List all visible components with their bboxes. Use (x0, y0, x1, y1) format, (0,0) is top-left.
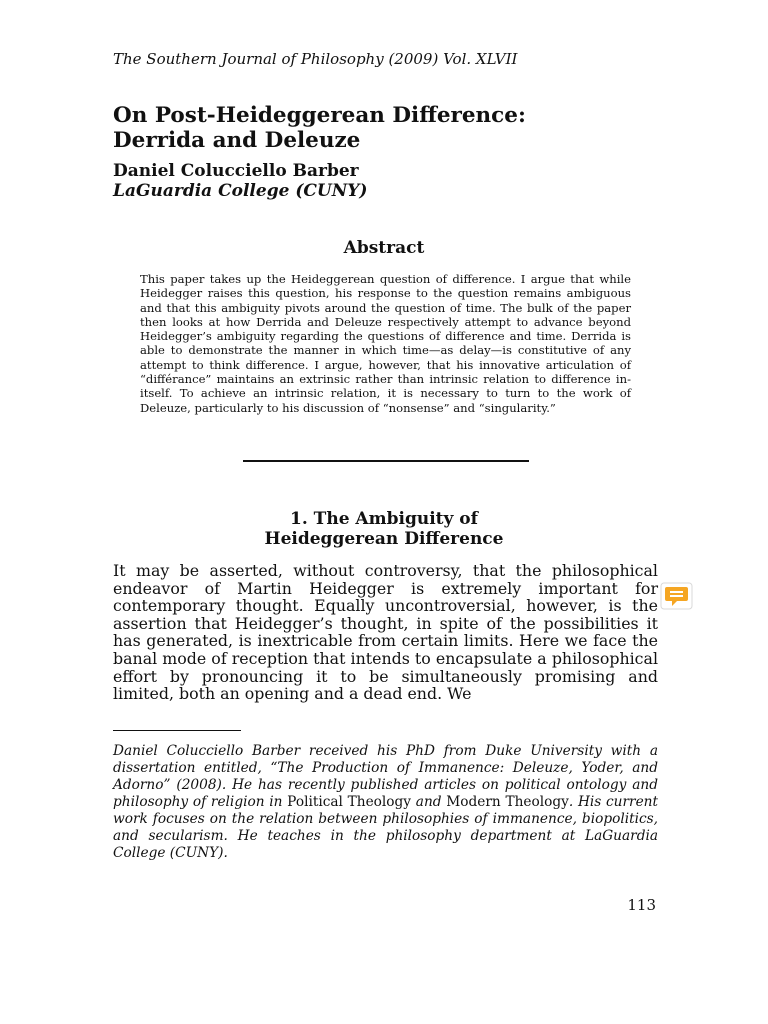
abstract-heading: Abstract (343, 238, 425, 258)
section-heading-line-1: 1. The Ambiguity of (290, 509, 478, 529)
comment-icon[interactable] (660, 582, 693, 610)
section-heading (0, 509, 768, 549)
title-line-1: On Post-Heideggerean Difference: (113, 103, 526, 128)
author-affiliation: LaGuardia College (CUNY) (113, 181, 368, 201)
author-name: Daniel Colucciello Barber (113, 161, 359, 181)
body-paragraph: It may be asserted, without controversy, that the philosophical endeavor of Martin Heidegger is extremely important for contemporary thought. Equally uncontroversial, however, is the assertion that Heidegger’s thought, in spite of the possibilities it has generated, is inextricable from certain limits. Here we face the banal mode of reception that intends to encapsulate a philosophical effort by pronouncing it to be simultaneously promising and limited, both an opening and a dead end. We (113, 561, 658, 704)
footnote-text-3: . His current work focuses on the relation between philosophies of immanence, biopolitics, and secularism. He teaches in the philosophy department at LaGuardia College (CUNY). (113, 794, 658, 861)
footnote-text-2: and (411, 794, 447, 810)
footnote-text-1: Daniel Colucciello Barber received his PhD from Duke University with a dissertation entitled, “The Production of Immanence: Deleuze, Yoder, and Adorno” (2008). He has recently published articles on political ontology and philosophy of religion in (113, 743, 658, 810)
divider (243, 460, 529, 462)
journal-header: The Southern Journal of Philosophy (2009) Vol. XLVII (113, 50, 518, 68)
footnote-rule (113, 730, 241, 731)
title-line-2: Derrida and Deleuze (113, 128, 361, 153)
footnote (113, 743, 658, 862)
article-title (113, 103, 526, 153)
abstract-text: This paper takes up the Heideggerean question of difference. I argue that while Heidegger raises this question, his response to the question remains ambiguous and that this ambiguity pivots around the question of time. The bulk of the paper then looks at how Derrida and Deleuze respectively attempt to advance beyond Heidegger’s ambiguity regarding the questions of difference and time. Derrida is able to demonstrate the manner in which time—as delay—is constitutive of any attempt to think difference. I argue, however, that his innovative articulation of “différance” maintains an extrinsic rather than intrinsic relation to difference in-itself. To achieve an intrinsic relation, it is necessary to turn to the work of Deleuze, particularly to his discussion of “nonsense” and “singularity.” (140, 272, 631, 415)
footnote-book-1: Political Theology (287, 794, 412, 810)
section-heading-line-2: Heideggerean Difference (264, 529, 504, 549)
page-number: 113 (627, 896, 656, 914)
footnote-book-2: Modern Theology (446, 794, 569, 810)
